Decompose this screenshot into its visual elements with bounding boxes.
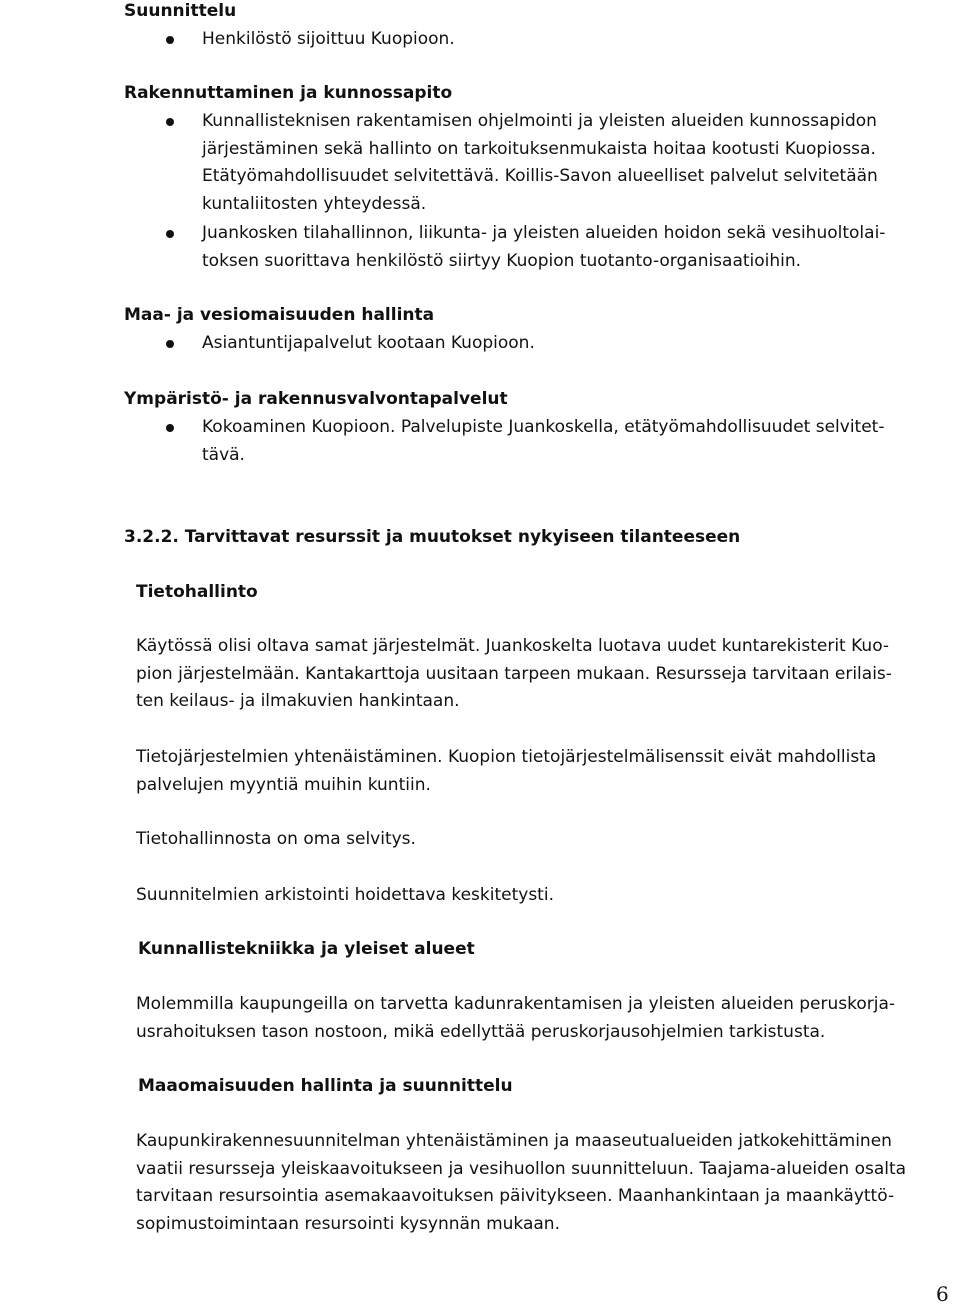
bullet-icon [166, 340, 174, 348]
subheading-kunnallistekniikka: Kunnallistekniikka ja yleiset alueet [138, 939, 475, 959]
text-line: Kaupunkirakennesuunnitelman yhtenäistäminen ja maaseutualueiden jatkokehittäminen [136, 1131, 892, 1151]
text-line: Asiantuntijapalvelut kootaan Kuopioon. [202, 333, 535, 353]
text-line: järjestäminen sekä hallinto on tarkoituksenmukaista hoitaa kootusti Kuopiossa. [202, 139, 876, 159]
text-line: Juankosken tilahallinnon, liikunta- ja yleisten alueiden hoidon sekä vesihuoltolai- [202, 223, 886, 243]
text-line: palvelujen myyntiä muihin kuntiin. [136, 775, 431, 795]
section-heading-suunnittelu: Suunnittelu [124, 1, 237, 21]
text-line: Tietojärjestelmien yhtenäistäminen. Kuopion tietojärjestelmälisenssit eivät mahdollista [136, 747, 877, 767]
text-line: Kokoaminen Kuopioon. Palvelupiste Juankoskella, etätyömahdollisuudet selvitet- [202, 417, 885, 437]
text-line: Suunnitelmien arkistointi hoidettava keskitetysti. [136, 885, 554, 905]
text-line: tävä. [202, 445, 245, 465]
text-line: ten keilaus- ja ilmakuvien hankintaan. [136, 691, 460, 711]
page-number: 6 [936, 1282, 949, 1306]
bullet-icon [166, 36, 174, 44]
text-line: Molemmilla kaupungeilla on tarvetta kadunrakentamisen ja yleisten alueiden peruskorja- [136, 994, 896, 1014]
subheading-tietohallinto: Tietohallinto [136, 582, 258, 602]
text-line: Kunnallisteknisen rakentamisen ohjelmointi ja yleisten alueiden kunnossapidon [202, 111, 877, 131]
text-line: Etätyömahdollisuudet selvitettävä. Koillis-Savon alueelliset palvelut selvitetään [202, 166, 878, 186]
text-line: Tietohallinnosta on oma selvitys. [136, 829, 416, 849]
text-line: Käytössä olisi oltava samat järjestelmät. Juankoskelta luotava uudet kuntarekisterit Kuo- [136, 636, 890, 656]
bullet-icon [166, 230, 174, 238]
bullet-icon [166, 118, 174, 126]
section-heading-ymparisto: Ympäristö- ja rakennusvalvontapalvelut [124, 389, 508, 409]
text-line: sopimustoimintaan resursointi kysynnän mukaan. [136, 1214, 560, 1234]
bullet-icon [166, 424, 174, 432]
text-line: kuntaliitosten yhteydessä. [202, 194, 427, 214]
text-line: Henkilöstö sijoittuu Kuopioon. [202, 29, 455, 49]
text-line: vaatii resursseja yleiskaavoitukseen ja vesihuollon suunnitteluun. Taajama-alueiden osalta [136, 1159, 907, 1179]
subheading-maaomaisuus: Maaomaisuuden hallinta ja suunnittelu [138, 1076, 513, 1096]
text-line: tarvitaan resursointia asemakaavoituksen päivitykseen. Maanhankintaan ja maankäyttö- [136, 1186, 895, 1206]
text-line: toksen suorittava henkilöstö siirtyy Kuopion tuotanto-organisaatioihin. [202, 251, 802, 271]
text-line: usrahoituksen tason nostoon, mikä edellyttää peruskorjausohjelmien tarkistusta. [136, 1022, 826, 1042]
text-line: pion järjestelmään. Kantakarttoja uusitaan tarpeen mukaan. Resursseja tarvitaan erilais- [136, 664, 892, 684]
section-heading-rakennuttaminen: Rakennuttaminen ja kunnossapito [124, 83, 453, 103]
section-heading-322: 3.2.2. Tarvittavat resurssit ja muutokset nykyiseen tilanteeseen [124, 527, 741, 547]
section-heading-maa-vesi: Maa- ja vesiomaisuuden hallinta [124, 305, 435, 325]
